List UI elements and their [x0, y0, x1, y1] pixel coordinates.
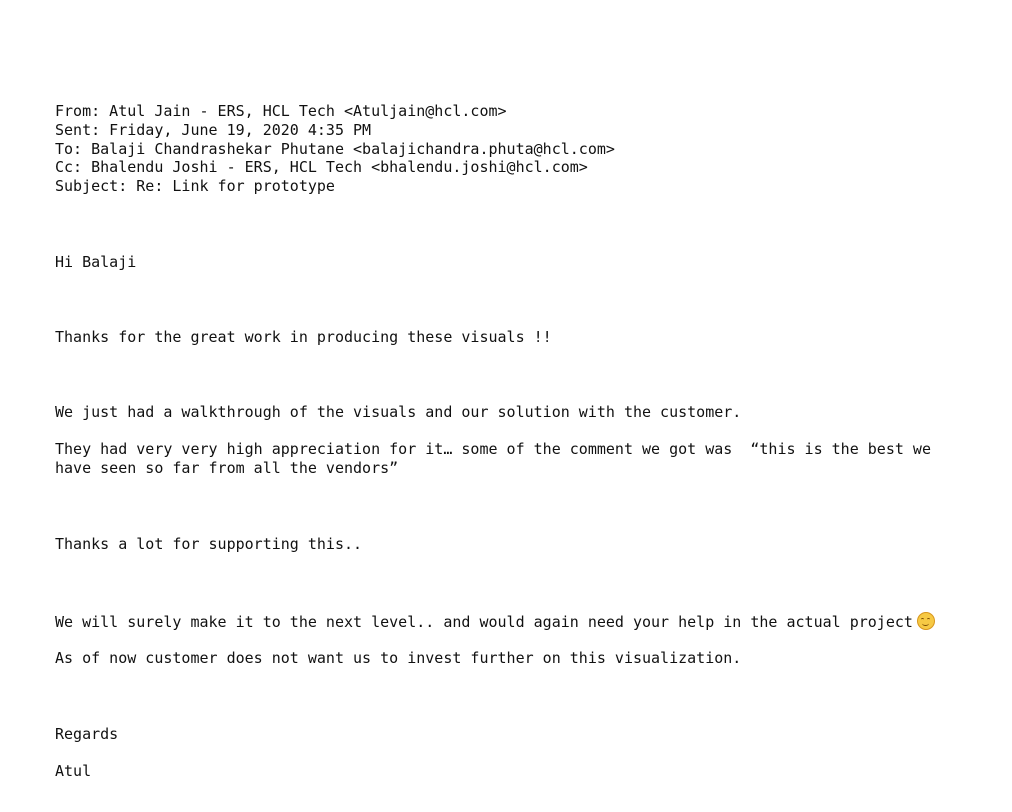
from-line: From: Atul Jain - ERS, HCL Tech <Atuljain@hcl.com>: [55, 102, 507, 120]
paragraph-next-level-text: We will surely make it to the next level.. and would again need your help in the actual project: [55, 613, 913, 631]
paragraph-walkthrough: We just had a walkthrough of the visuals and our solution with the customer.: [55, 403, 742, 421]
paragraph-thanks-visuals: Thanks for the great work in producing these visuals !!: [55, 328, 552, 346]
signature: Atul: [55, 762, 92, 780]
paragraph-appreciation-line-2: have seen so far from all the vendors”: [55, 459, 399, 477]
paragraph-next-level: [55, 612, 935, 632]
subject-line: Subject: Re: Link for prototype: [55, 177, 335, 195]
paragraph-thanks-support: Thanks a lot for supporting this..: [55, 535, 363, 553]
closing: Regards: [55, 725, 119, 743]
paragraph-no-further-investment: As of now customer does not want us to invest further on this visualization.: [55, 649, 742, 667]
smiling-face-emoji-icon: [917, 612, 935, 630]
paragraph-appreciation-line-1: They had very very high appreciation for it… some of the comment we got was “this is the best we: [55, 440, 931, 458]
greeting: Hi Balaji: [55, 253, 137, 271]
to-line: To: Balaji Chandrashekar Phutane <balajichandra.phuta@hcl.com>: [55, 140, 615, 158]
cc-line: Cc: Bhalendu Joshi - ERS, HCL Tech <bhalendu.joshi@hcl.com>: [55, 158, 588, 176]
sent-line: Sent: Friday, June 19, 2020 4:35 PM: [55, 121, 372, 139]
